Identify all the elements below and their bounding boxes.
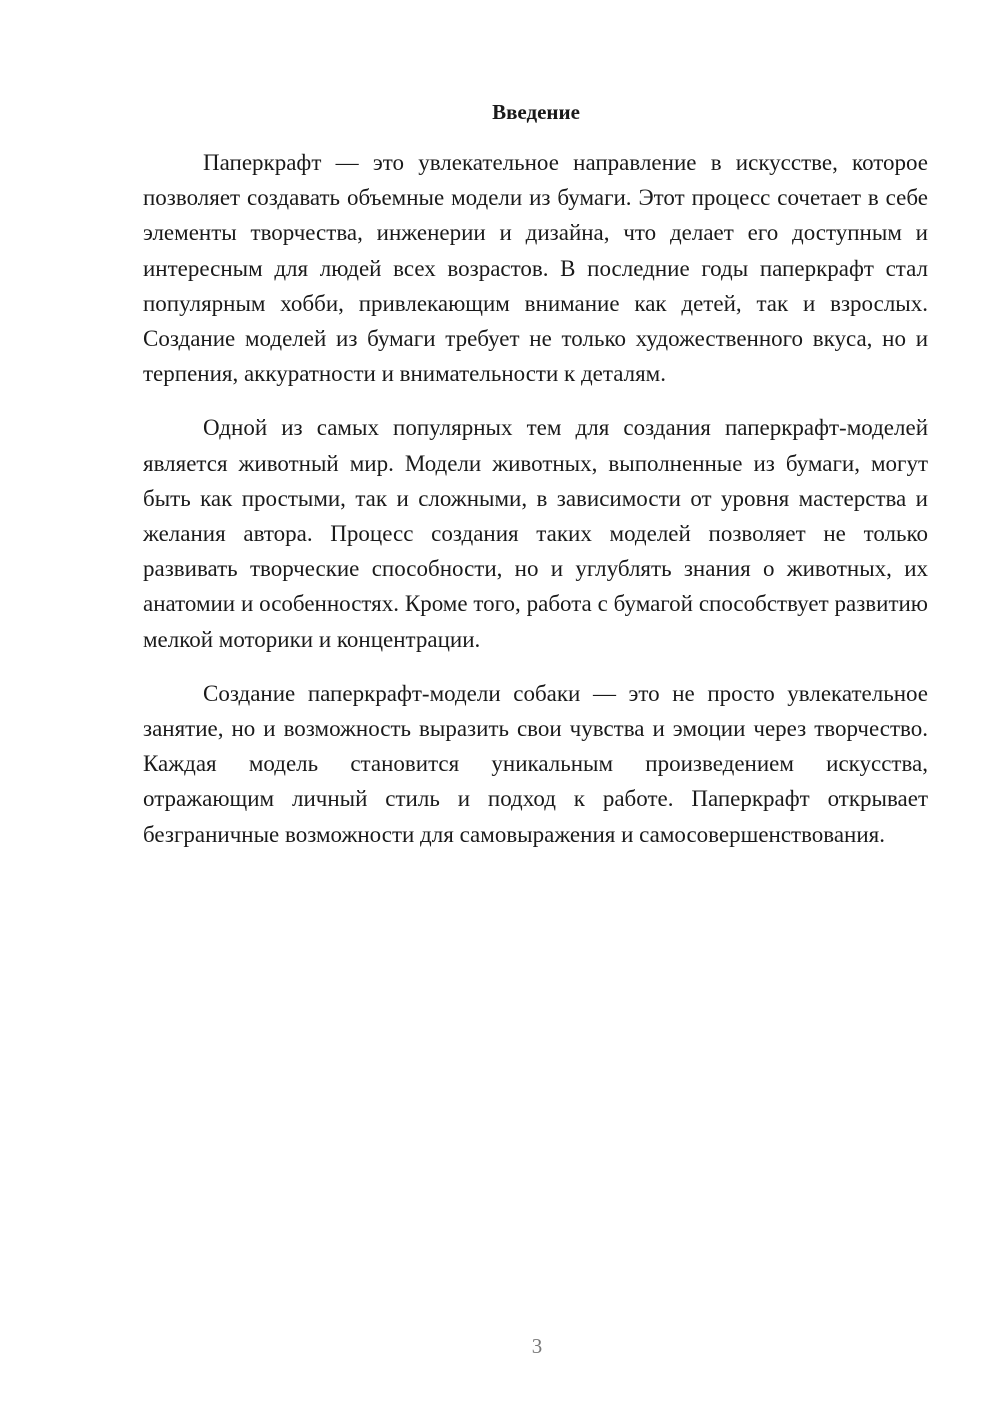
page-number: 3	[531, 1334, 543, 1358]
paragraph-intro: Паперкрафт — это увлекательное направление в искусстве, которое позволяет создавать объемные модели из бумаги. Этот процесс сочетает в себе элементы творчества, инженерии и дизайна, что делает его доступным и интересным для людей всех возрастов. В последние годы паперкрафт стал популярным хобби, привлекающим внимание как детей, так и взрослых. Создание моделей из бумаги требует не только художественного вкуса, но и терпения, аккуратности и внимательности к деталям.	[143, 150, 928, 387]
paragraph-animals: Одной из самых популярных тем для создания паперкрафт-моделей является животный мир. Модели животных, выполненные из бумаги, могут быть как простыми, так и сложными, в зависимости от уровня мастерства и желания автора. Процесс создания таких моделей позволяет не только развивать творческие способности, но и углублять знания о животных, их анатомии и особенностях. Кроме того, работа с бумагой способствует развитию мелкой моторики и концентрации.	[143, 415, 928, 652]
paragraph-dog-model: Создание паперкрафт-модели собаки — это не просто увлекательное занятие, но и возможность выразить свои чувства и эмоции через творчество. Каждая модель становится уникальным произведением искусства, отражающим личный стиль и подход к работе. Паперкрафт открывает безграничные возможности для самовыражения и самосовершенствования.	[143, 680, 928, 847]
page-title: Введение	[492, 100, 580, 124]
document-body	[143, 145, 928, 852]
